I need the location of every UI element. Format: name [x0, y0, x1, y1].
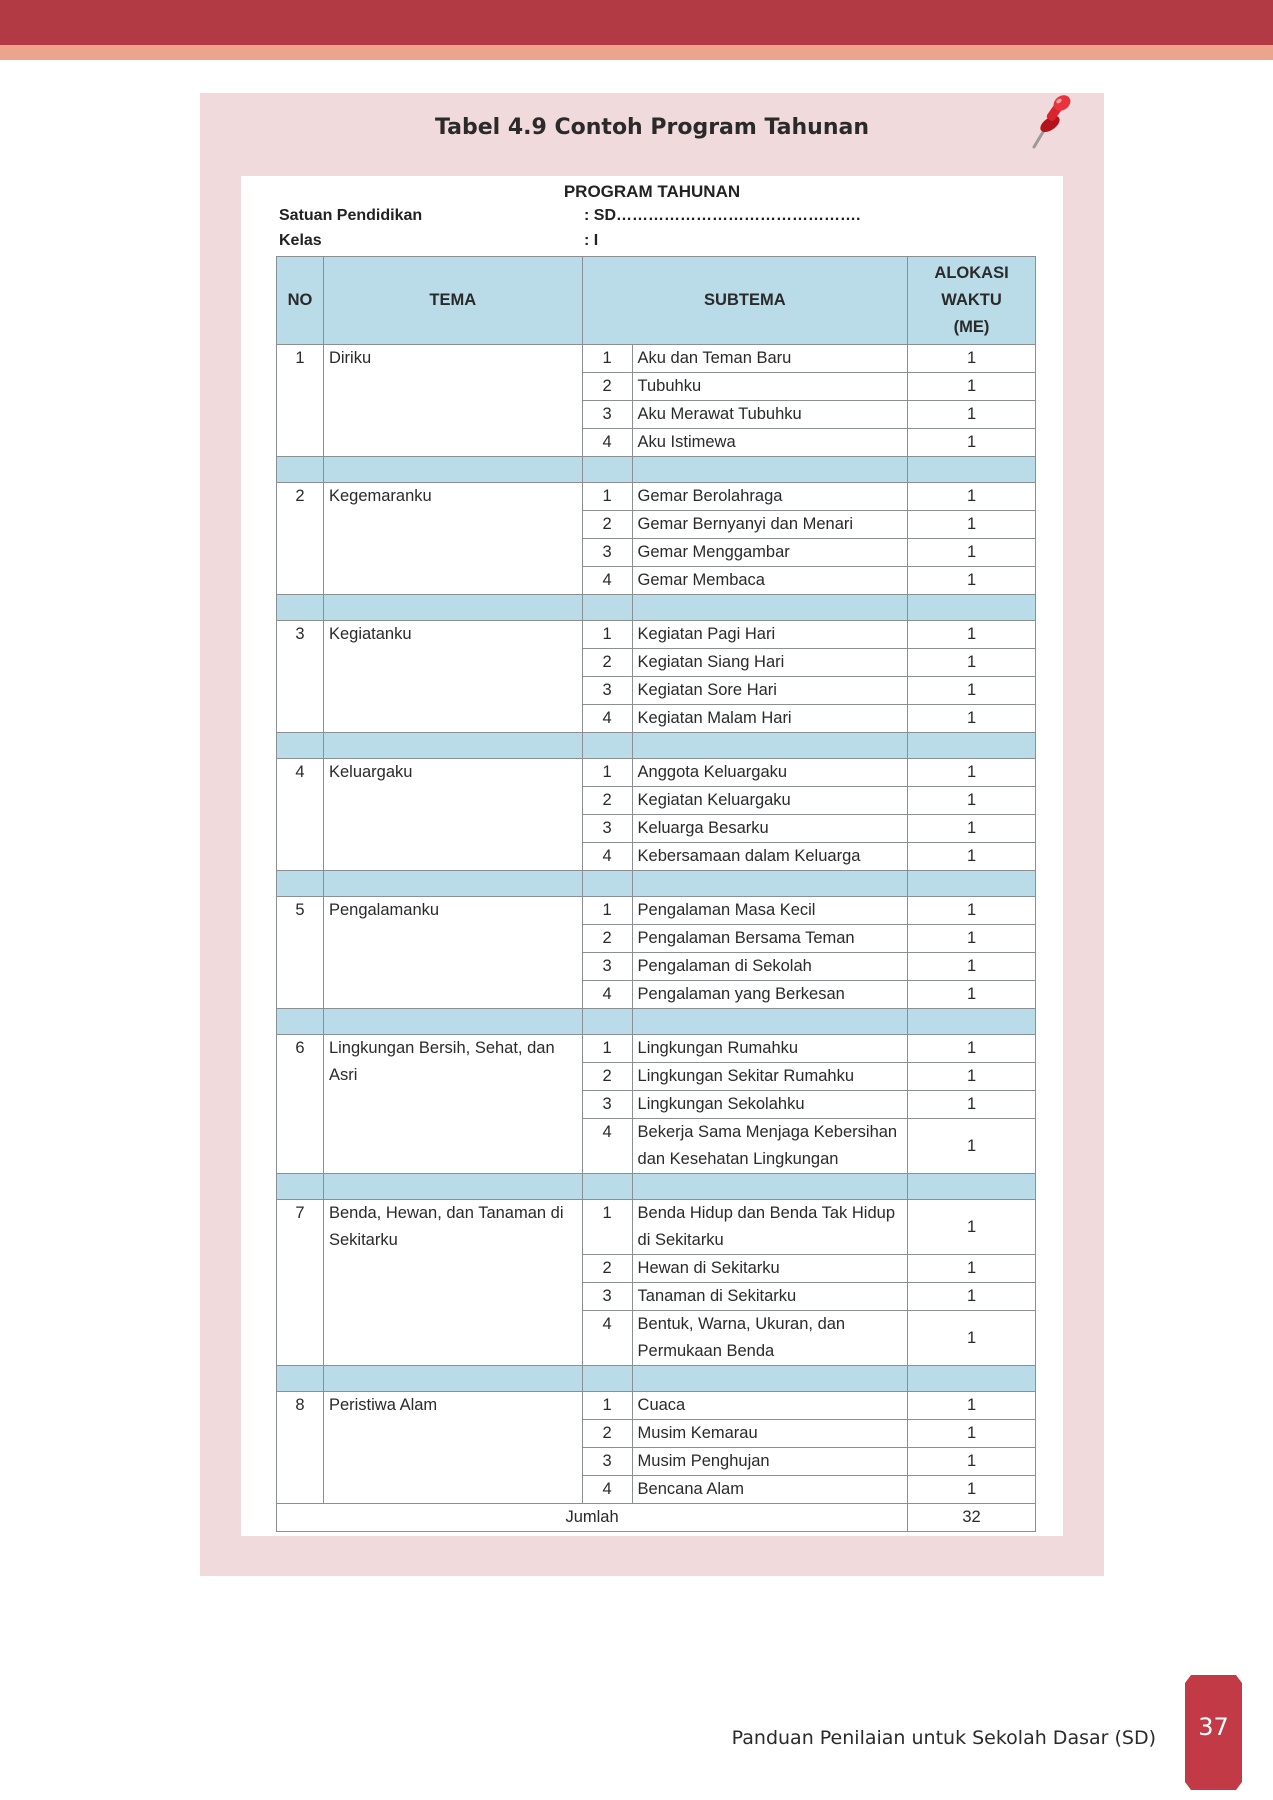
subtema-number: 2 [582, 373, 632, 401]
table-row [277, 1200, 1036, 1255]
separator-cell [323, 871, 582, 897]
header-alokasi [908, 257, 1036, 345]
alokasi-value: 1 [908, 953, 1036, 981]
total-label: Jumlah [277, 1504, 908, 1532]
separator-row [277, 595, 1036, 621]
subtema-number: 3 [582, 401, 632, 429]
separator-cell [277, 595, 324, 621]
separator-cell [632, 1174, 908, 1200]
subtema-number: 3 [582, 1283, 632, 1311]
subtema-number: 4 [582, 1476, 632, 1504]
tema-name: Benda, Hewan, dan Tanaman di Sekitarku [323, 1200, 582, 1366]
tema-name: Kegiatanku [323, 621, 582, 733]
subtema-number: 3 [582, 677, 632, 705]
table-figure-panel [200, 93, 1104, 1576]
program-sheet [241, 176, 1063, 1536]
header-subtema: SUBTEMA [582, 257, 907, 345]
separator-cell [277, 871, 324, 897]
subtema-number: 2 [582, 649, 632, 677]
separator-cell [908, 871, 1036, 897]
subtema-name: Lingkungan Sekolahku [632, 1091, 908, 1119]
subtema-name: Anggota Keluargaku [632, 759, 908, 787]
satuan-value: : SD………………………………………. [584, 207, 861, 224]
subtema-number: 1 [582, 897, 632, 925]
alokasi-value: 1 [908, 759, 1036, 787]
subtema-name: Gemar Bernyanyi dan Menari [632, 511, 908, 539]
subtema-number: 2 [582, 925, 632, 953]
subtema-number: 1 [582, 345, 632, 373]
alokasi-value: 1 [908, 1311, 1036, 1366]
header-alokasi-line2: WAKTU [941, 291, 1002, 309]
alokasi-value: 1 [908, 1091, 1036, 1119]
tema-number: 3 [277, 621, 324, 733]
separator-row [277, 733, 1036, 759]
kelas-value: : I [584, 232, 599, 249]
subtema-name: Kegiatan Keluargaku [632, 787, 908, 815]
separator-row [277, 871, 1036, 897]
table-row [277, 1035, 1036, 1063]
subtema-number: 4 [582, 567, 632, 595]
alokasi-value: 1 [908, 787, 1036, 815]
subtema-name: Tubuhku [632, 373, 908, 401]
alokasi-value: 1 [908, 1448, 1036, 1476]
tema-name: Lingkungan Bersih, Sehat, dan Asri [323, 1035, 582, 1174]
subtema-number: 1 [582, 621, 632, 649]
total-row [277, 1504, 1036, 1532]
subtema-number: 1 [582, 1200, 632, 1255]
separator-cell [323, 457, 582, 483]
header-no: NO [277, 257, 324, 345]
alokasi-value: 1 [908, 843, 1036, 871]
subtema-number: 2 [582, 1255, 632, 1283]
subtema-name: Cuaca [632, 1392, 908, 1420]
subtema-name: Tanaman di Sekitarku [632, 1283, 908, 1311]
separator-cell [908, 1174, 1036, 1200]
separator-cell [582, 1009, 632, 1035]
separator-cell [323, 1009, 582, 1035]
separator-row [277, 457, 1036, 483]
separator-cell [582, 1174, 632, 1200]
separator-cell [632, 871, 908, 897]
separator-row [277, 1366, 1036, 1392]
program-table [276, 256, 1036, 1532]
separator-cell [277, 1366, 324, 1392]
subtema-name: Bekerja Sama Menjaga Kebersihan dan Kesehatan Lingkungan [632, 1119, 908, 1174]
subtema-name: Hewan di Sekitarku [632, 1255, 908, 1283]
tema-number: 6 [277, 1035, 324, 1174]
subtema-name: Keluarga Besarku [632, 815, 908, 843]
table-row [277, 897, 1036, 925]
subtema-name: Kegiatan Siang Hari [632, 649, 908, 677]
subtema-name: Kebersamaan dalam Keluarga [632, 843, 908, 871]
separator-cell [277, 733, 324, 759]
alokasi-value: 1 [908, 401, 1036, 429]
alokasi-value: 1 [908, 1283, 1036, 1311]
separator-cell [582, 733, 632, 759]
satuan-label: Satuan Pendidikan [279, 207, 423, 224]
subtema-name: Bentuk, Warna, Ukuran, dan Permukaan Benda [632, 1311, 908, 1366]
tema-name: Kegemaranku [323, 483, 582, 595]
subtema-number: 2 [582, 1420, 632, 1448]
footer-book-title: Panduan Penilaian untuk Sekolah Dasar (SD) [731, 1727, 1156, 1749]
separator-cell [323, 733, 582, 759]
sheet-title: PROGRAM TAHUNAN [563, 182, 741, 201]
subtema-name: Musim Penghujan [632, 1448, 908, 1476]
table-row [277, 621, 1036, 649]
table-row [277, 1392, 1036, 1420]
subtema-name: Lingkungan Rumahku [632, 1035, 908, 1063]
kelas-label: Kelas [279, 232, 322, 249]
subtema-name: Pengalaman Masa Kecil [632, 897, 908, 925]
table-row [277, 345, 1036, 373]
subtema-name: Pengalaman Bersama Teman [632, 925, 908, 953]
subtema-name: Musim Kemarau [632, 1420, 908, 1448]
subtema-name: Aku Merawat Tubuhku [632, 401, 908, 429]
separator-cell [908, 733, 1036, 759]
subtema-number: 3 [582, 815, 632, 843]
subtema-number: 1 [582, 483, 632, 511]
figure-caption: Tabel 4.9 Contoh Program Tahunan [434, 115, 870, 140]
header-alokasi-line3: (ME) [953, 318, 990, 336]
tema-number: 7 [277, 1200, 324, 1366]
subtema-number: 2 [582, 511, 632, 539]
separator-cell [323, 1174, 582, 1200]
subtema-name: Gemar Membaca [632, 567, 908, 595]
subtema-number: 1 [582, 1035, 632, 1063]
subtema-number: 4 [582, 705, 632, 733]
alokasi-value: 1 [908, 621, 1036, 649]
alokasi-value: 1 [908, 539, 1036, 567]
tema-name: Diriku [323, 345, 582, 457]
separator-cell [632, 595, 908, 621]
subtema-name: Gemar Berolahraga [632, 483, 908, 511]
separator-cell [908, 457, 1036, 483]
alokasi-value: 1 [908, 1420, 1036, 1448]
top-color-band [0, 0, 1273, 45]
separator-cell [632, 457, 908, 483]
alokasi-value: 1 [908, 1035, 1036, 1063]
subtema-name: Pengalaman di Sekolah [632, 953, 908, 981]
subtema-number: 2 [582, 1063, 632, 1091]
subtema-number: 2 [582, 787, 632, 815]
separator-cell [277, 1009, 324, 1035]
tema-name: Peristiwa Alam [323, 1392, 582, 1504]
alokasi-value: 1 [908, 373, 1036, 401]
separator-cell [908, 1366, 1036, 1392]
separator-cell [632, 1009, 908, 1035]
subtema-name: Gemar Menggambar [632, 539, 908, 567]
separator-cell [582, 457, 632, 483]
subtema-number: 4 [582, 429, 632, 457]
top-accent-stripe [0, 45, 1273, 60]
subtema-number: 4 [582, 981, 632, 1009]
alokasi-value: 1 [908, 1200, 1036, 1255]
alokasi-value: 1 [908, 815, 1036, 843]
separator-cell [277, 1174, 324, 1200]
alokasi-value: 1 [908, 677, 1036, 705]
separator-cell [323, 595, 582, 621]
alokasi-value: 1 [908, 1476, 1036, 1504]
table-row [277, 759, 1036, 787]
subtema-name: Bencana Alam [632, 1476, 908, 1504]
alokasi-value: 1 [908, 897, 1036, 925]
subtema-number: 3 [582, 539, 632, 567]
alokasi-value: 1 [908, 1119, 1036, 1174]
separator-row [277, 1174, 1036, 1200]
separator-cell [582, 871, 632, 897]
tema-number: 1 [277, 345, 324, 457]
subtema-name: Kegiatan Pagi Hari [632, 621, 908, 649]
separator-cell [908, 595, 1036, 621]
subtema-number: 4 [582, 843, 632, 871]
separator-cell [277, 457, 324, 483]
tema-name: Keluargaku [323, 759, 582, 871]
alokasi-value: 1 [908, 1255, 1036, 1283]
tema-number: 2 [277, 483, 324, 595]
pushpin-icon [1024, 93, 1074, 151]
subtema-number: 1 [582, 1392, 632, 1420]
table-header-row [277, 257, 1036, 345]
alokasi-value: 1 [908, 649, 1036, 677]
tema-number: 8 [277, 1392, 324, 1504]
separator-cell [908, 1009, 1036, 1035]
tema-number: 4 [277, 759, 324, 871]
page-number: 37 [1198, 1713, 1229, 1741]
subtema-name: Aku dan Teman Baru [632, 345, 908, 373]
alokasi-value: 1 [908, 429, 1036, 457]
subtema-name: Aku Istimewa [632, 429, 908, 457]
subtema-name: Pengalaman yang Berkesan [632, 981, 908, 1009]
subtema-name: Kegiatan Sore Hari [632, 677, 908, 705]
table-row [277, 483, 1036, 511]
table-body [277, 345, 1036, 1532]
alokasi-value: 1 [908, 567, 1036, 595]
alokasi-value: 1 [908, 705, 1036, 733]
subtema-number: 4 [582, 1119, 632, 1174]
separator-cell [582, 1366, 632, 1392]
alokasi-value: 1 [908, 925, 1036, 953]
separator-cell [582, 595, 632, 621]
alokasi-value: 1 [908, 345, 1036, 373]
header-tema: TEMA [323, 257, 582, 345]
separator-cell [323, 1366, 582, 1392]
alokasi-value: 1 [908, 483, 1036, 511]
subtema-name: Benda Hidup dan Benda Tak Hidup di Sekitarku [632, 1200, 908, 1255]
separator-cell [632, 1366, 908, 1392]
separator-cell [632, 733, 908, 759]
tema-number: 5 [277, 897, 324, 1009]
alokasi-value: 1 [908, 981, 1036, 1009]
alokasi-value: 1 [908, 1392, 1036, 1420]
header-alokasi-line1: ALOKASI [934, 264, 1009, 282]
alokasi-value: 1 [908, 1063, 1036, 1091]
subtema-number: 4 [582, 1311, 632, 1366]
separator-row [277, 1009, 1036, 1035]
subtema-number: 3 [582, 953, 632, 981]
tema-name: Pengalamanku [323, 897, 582, 1009]
subtema-number: 3 [582, 1091, 632, 1119]
subtema-name: Kegiatan Malam Hari [632, 705, 908, 733]
subtema-number: 1 [582, 759, 632, 787]
alokasi-value: 1 [908, 511, 1036, 539]
total-value: 32 [908, 1504, 1036, 1532]
subtema-number: 3 [582, 1448, 632, 1476]
subtema-name: Lingkungan Sekitar Rumahku [632, 1063, 908, 1091]
